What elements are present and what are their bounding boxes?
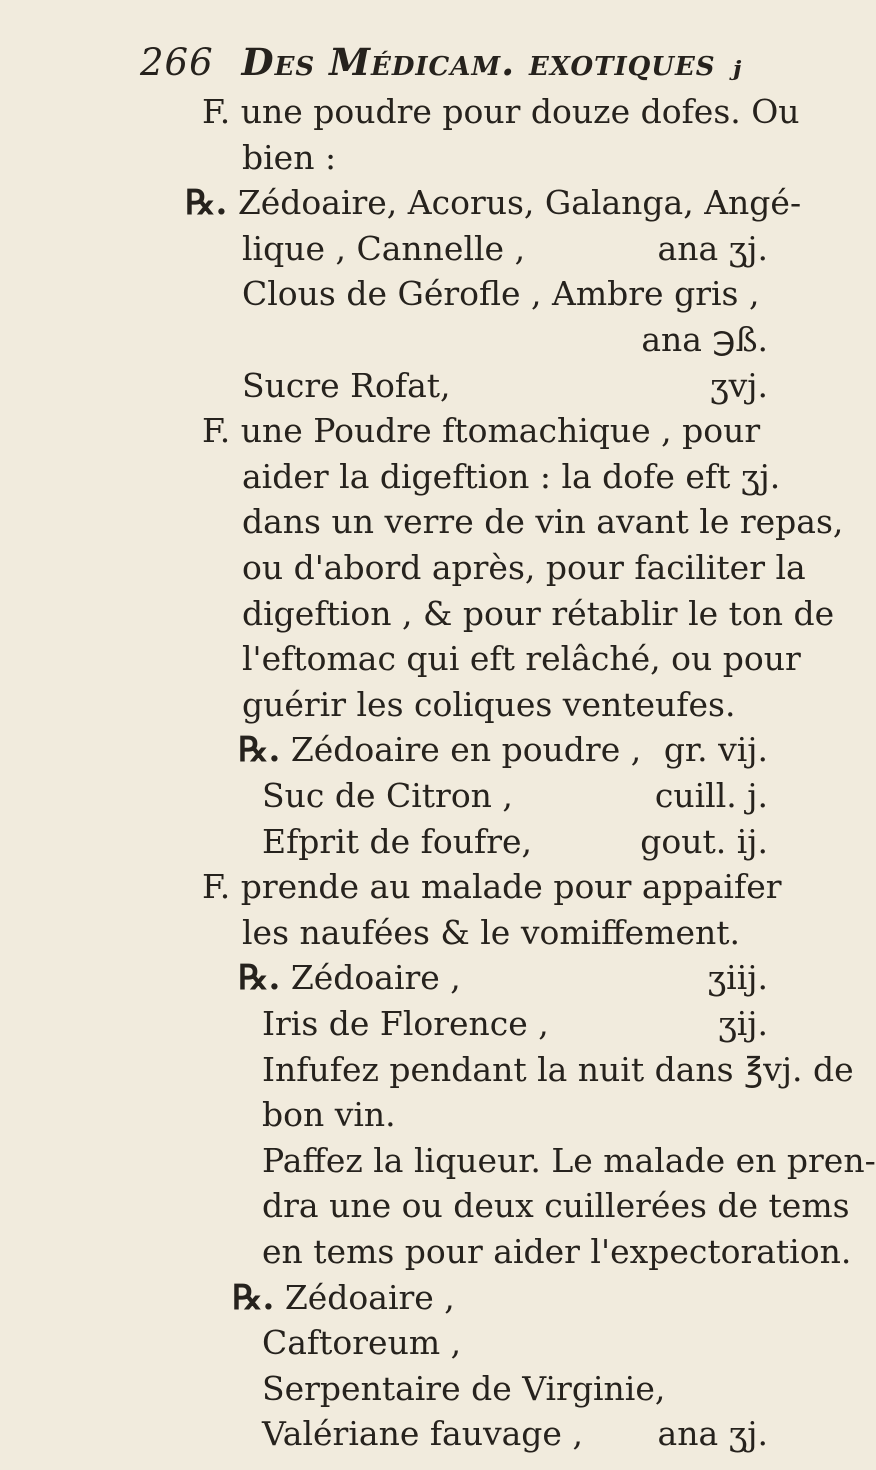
text-line xyxy=(242,633,801,685)
line-text: Caftoreum , xyxy=(262,1323,462,1363)
text-line xyxy=(242,907,768,959)
dose-amount: ana ʒj. xyxy=(657,228,768,268)
line-text: Efprit de foufre, xyxy=(262,821,532,861)
text-line xyxy=(262,1135,876,1187)
line-text: F. prende au malade pour appaifer xyxy=(202,867,782,907)
text-line xyxy=(202,405,768,457)
text-line xyxy=(242,496,844,548)
line-text: bon vin. xyxy=(262,1095,396,1135)
text-line xyxy=(262,1044,854,1096)
text-line xyxy=(242,268,768,320)
text-line xyxy=(262,1180,850,1232)
line-text: Iris de Florence , xyxy=(262,1004,549,1043)
text-line xyxy=(262,1363,768,1415)
dose-amount: cuill. j. xyxy=(654,776,768,815)
line-text: dans un verre de vin avant le repas, xyxy=(242,502,844,542)
line-text: les naufées & le vomiffement. xyxy=(242,912,740,952)
dose-amount: ʒvj. xyxy=(710,365,768,405)
line-text: Zédoaire, Acorus, Galanga, Angé- xyxy=(227,183,802,223)
line-text: Zédoaire , xyxy=(280,958,461,998)
text-line xyxy=(242,360,768,412)
dose-amount: gr. vij. xyxy=(663,730,768,770)
line-text: dra une ou deux cuillerées de tems xyxy=(262,1186,850,1226)
text-line xyxy=(262,1408,768,1460)
text-line xyxy=(262,816,768,868)
header-mark: ⱼ xyxy=(729,40,743,84)
text-line xyxy=(242,588,835,640)
text-line xyxy=(262,770,768,822)
text-line xyxy=(262,1089,768,1141)
recipe-line xyxy=(238,952,768,1004)
text-line xyxy=(262,1226,852,1278)
line-text: Suc de Citron , xyxy=(262,776,513,815)
line-text: Paffez la liqueur. Le malade en pren- xyxy=(262,1140,876,1180)
dose-amount: ʒij. xyxy=(718,1004,768,1043)
line-text: aider la digeftion : la dofe eft ʒj. xyxy=(242,456,781,496)
line-text: l'eftomac qui eft relâché, ou pour xyxy=(242,639,801,679)
line-text: Zédoaire en poudre , xyxy=(280,730,642,770)
text-line xyxy=(242,679,768,731)
line-text: F. une poudre pour douze dofes. Ou xyxy=(202,92,800,131)
text-line xyxy=(202,86,800,138)
recipe-line xyxy=(238,724,768,776)
line-text: Infufez pendant la nuit dans ℥vj. de xyxy=(262,1049,854,1089)
text-line xyxy=(242,132,768,184)
line-text: F. une Poudre ftomachique , pour xyxy=(202,411,761,451)
text-line xyxy=(242,542,806,594)
recipe-symbol: ℞. xyxy=(238,730,281,771)
text-line xyxy=(202,861,782,913)
page-number: 266 xyxy=(140,41,214,84)
line-text: Zédoaire , xyxy=(274,1277,455,1317)
recipe-line xyxy=(232,1272,768,1324)
dose-amount: gout. ij. xyxy=(640,821,768,861)
line-text: Sucre Rofat, xyxy=(242,365,451,405)
text-line xyxy=(242,223,768,275)
recipe-symbol: ℞. xyxy=(185,183,228,224)
recipe-symbol: ℞. xyxy=(232,1277,275,1318)
line-text: bien : xyxy=(242,137,337,177)
dose-amount: ana ʒj. xyxy=(657,1414,768,1454)
text-line xyxy=(242,451,781,503)
line-text: en tems pour aider l'expectoration. xyxy=(262,1232,852,1271)
dose-amount: ʒiij. xyxy=(707,958,768,998)
running-title: Des Médicam. exotiques xyxy=(241,40,716,84)
text-line xyxy=(242,314,768,366)
line-text: guérir les coliques venteufes. xyxy=(242,684,736,724)
line-text: Serpentaire de Virginie, xyxy=(262,1368,666,1408)
dose-amount: ana ℈ß. xyxy=(641,320,768,359)
line-text: Clous de Gérofle , Ambre gris , xyxy=(242,274,760,314)
line-text: ou d'abord après, pour faciliter la xyxy=(242,548,806,587)
recipe-line xyxy=(185,177,802,229)
text-line xyxy=(262,1317,768,1369)
line-text: lique , Cannelle , xyxy=(242,228,526,268)
text-line xyxy=(262,998,768,1050)
line-text: Valériane fauvage , xyxy=(262,1414,583,1454)
recipe-symbol: ℞. xyxy=(238,958,281,999)
line-text: digeftion , & pour rétablir le ton de xyxy=(242,593,835,633)
